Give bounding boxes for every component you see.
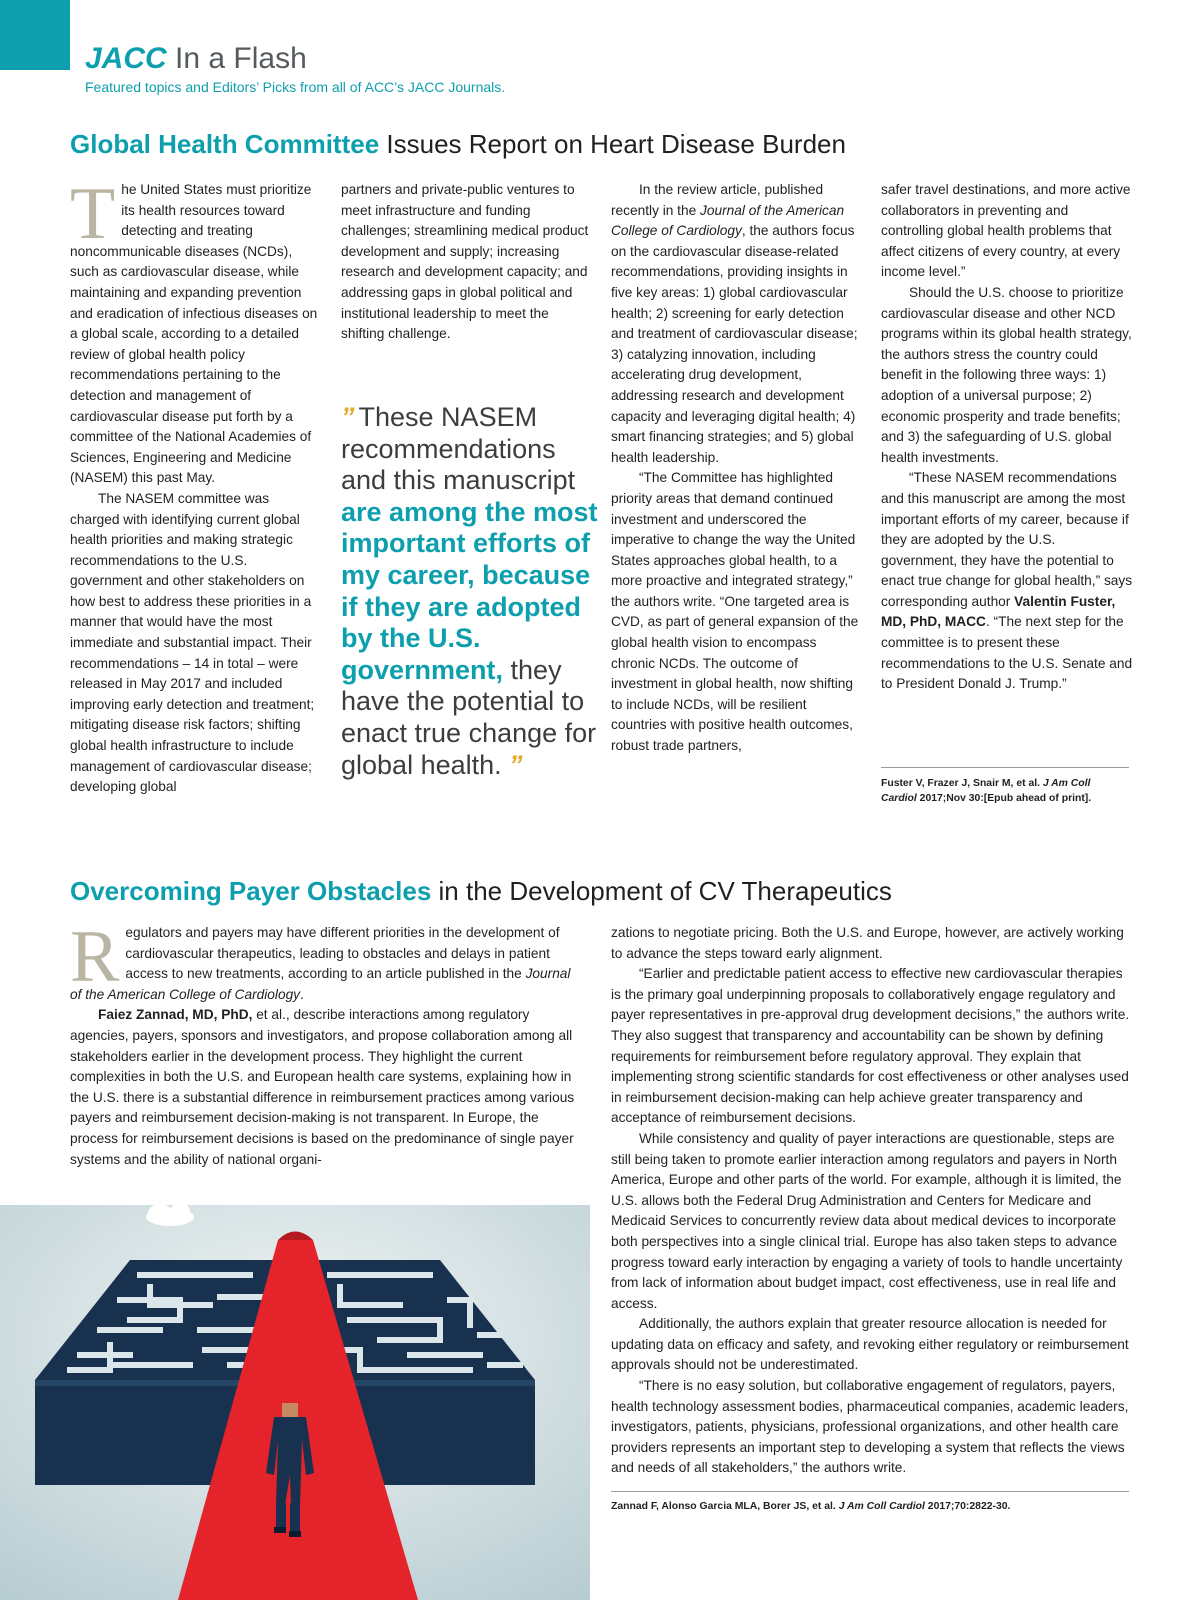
citation-journal: J Am Coll Cardiol [881, 778, 1091, 804]
article1-column-2 [341, 180, 593, 345]
pull-quote-highlight: are among the most important efforts of my career, because if they are adopted by the U.S. government, [341, 496, 598, 685]
article2-right-column [611, 923, 1131, 1479]
section-subtitle: Featured topics and Editors’ Picks from all of ACC’s JACC Journals. [85, 79, 506, 95]
open-quote-mark: ” [341, 402, 352, 432]
article1-paragraph [70, 173, 322, 489]
citation-journal: J Am Coll Cardiol [838, 1501, 925, 1512]
article2-headline-highlight: Overcoming Payer Obstacles [70, 876, 432, 906]
citation-divider [611, 1491, 1129, 1492]
paragraph-text: , the authors focus on the cardiovascular disease-related recommendations, providing insights in five key areas: 1) global cardiovascular health; 2) screening for early detection and treatment of cardiovascular disease; 3) catalyzing innovation, including accelerating drug development, addressing research and development capacity and leveraging digital health; 4) smart financing strategies; and 5) global health leadership. [611, 223, 858, 465]
citation-text: Zannad F, Alonso Garcia MLA, Borer JS, et al. [611, 1501, 839, 1512]
close-quote-mark: ” [509, 749, 520, 780]
article1-headline-highlight: Global Health Committee [70, 129, 380, 159]
article2-paragraph: While consistency and quality of payer interactions are questionable, steps are still being taken to promote earlier interaction among regulators and payers in North America, Europe and other parts of the world. For example, although it is limited, the U.S. allows both the Federal Drug Administration and Centers for Medicare and Medicaid Services to concurrently review data about medical devices to incorporate both perspectives into a single clinical trial. Europe has also taken steps to advance progress toward early interaction by engaging a variety of tools to handle uncertainty from lack of information about budget impact, cost effectiveness, use in real life and access. [611, 1130, 1123, 1311]
section-tab [0, 0, 70, 70]
article2-paragraph: “There is no easy solution, but collaborative engagement of regulators, payers, health technology assessment bodies, pharmaceutical companies, academic leaders, investigators, patients, physicians, professional organizations, and other health care providers represents an important step to developing a system that reflects the views and needs of all stakeholders,” the authors write. [611, 1378, 1129, 1476]
cloud [146, 1205, 194, 1226]
article1-paragraph: safer travel destinations, and more active collaborators in preventing and controlling global health problems that affect citizens of every country, at every income level.” [881, 182, 1131, 280]
brand-name: JACC [85, 42, 167, 75]
author-name: Valentin Fuster, MD, PhD, MACC [881, 593, 1116, 630]
citation-text: 2017;70:2822-30. [924, 1501, 1011, 1512]
section-title [85, 42, 307, 76]
article2-paragraph: zations to negotiate pricing. Both the U.S. and Europe, however, are actively working to advance the steps toward early alignment. [611, 925, 1124, 961]
maze-illustration [0, 1205, 590, 1600]
pull-quote [341, 402, 601, 781]
author-name: Faiez Zannad, MD, PhD, [98, 1007, 253, 1023]
article1-column-4 [881, 180, 1133, 695]
paragraph-text: . “The next step for the committee is to present these recommendations to the U.S. Senate and to President Donald J. Trump.” [881, 614, 1133, 692]
article1-paragraph [881, 468, 1133, 695]
article2-headline-rest: in the Development of CV Therapeutics [431, 876, 892, 906]
paragraph-text: egulators and payers may have different priorities in the development of cardiovascular therapeutics, leading to obstacles and delays in patient access to new treatments, according to an article published in the [125, 925, 560, 982]
article1-column-1 [70, 173, 322, 798]
article1-paragraph: Should the U.S. choose to prioritize cardiovascular disease and other NCD programs within its global health strategy, the authors stress the country could benefit in the following three ways: 1) adoption of a universal purpose; 2) economic prosperity and trade benefits; and 3) the safeguarding of U.S. global health investments. [881, 284, 1132, 465]
article1-paragraph: The NASEM committee was charged with identifying current global health priorities and making strategic recommendations to the U.S. government and other stakeholders on how best to address these priorities in a manner that would have the most immediate and substantial impact. Their recommendations – 14 in total – were released in May 2017 and included improving early detection and treatment; mitigating disease risk factors; shifting global health infrastructure to include management of cardiovascular disease; developing global [70, 490, 315, 795]
citation-text: 2017;Nov 30:[Epub ahead of print]. [916, 793, 1092, 804]
article1-headline [70, 129, 846, 159]
dropcap: T [70, 173, 116, 255]
article2-paragraph [70, 916, 575, 1005]
paragraph-text: et al., describe interactions among regulatory agencies, payers, sponsors and investigators, and propose collaboration among all stakeholders earlier in the development process. They highlight the current complexities in both the U.S. and European health care systems, explaining how in the U.S. there is a substantial difference in reimbursement practices among various payers and reimbursement decision-making is not transparent. In Europe, the process for reimbursement decisions is based on the predominance of single payer systems and the ability of national organi- [70, 1007, 575, 1167]
paragraph-text: . [300, 986, 304, 1002]
article1-column-3 [611, 180, 863, 757]
article2-left-column [70, 916, 575, 1170]
pull-quote-text: These NASEM recommendations and this manuscript [341, 402, 576, 496]
paragraph-text: he United States must prioritize its health resources toward detecting and treating noncommunicable diseases (NCDs), such as cardiovascular disease, while maintaining and expanding prevention and eradication of infectious diseases on a global scale, according to a detailed review of global health policy recommendations pertaining to the detection and management of cardiovascular disease put forth by a committee of the National Academies of Sciences, Engineering and Medicine (NASEM) this past May. [70, 182, 318, 486]
pull-quote-text: they have the potential to enact true change for global health. [341, 654, 597, 780]
citation-text: Fuster V, Frazer J, Snair M, et al. [881, 778, 1043, 789]
journal-name: Journal of the American College of Cardiology [611, 202, 845, 239]
article2-paragraph: Additionally, the authors explain that greater resource allocation is needed for updating data on efficacy and safety, and revoking either regulatory or reimbursement approvals should not be underestimated. [611, 1316, 1129, 1373]
article2-headline [70, 876, 892, 906]
article2-citation [611, 1499, 1129, 1514]
article2-paragraph: “Earlier and predictable patient access to effective new cardiovascular therapies is the primary goal underpinning proposals to collaboratively engage regulatory and payer representatives in pre-approval drug development decisions,” the authors write. They also suggest that transparency and accountability can be shown by defining requirements for reimbursement before regulatory approval. They explain that implementing strong scientific standards for cost effectiveness or other analyses used in reimbursement decision-making can help achieve greater transparency and acceptance of reimbursement decisions. [611, 966, 1130, 1126]
article1-paragraph [611, 180, 863, 468]
article1-citation [881, 776, 1129, 806]
dropcap: R [70, 916, 120, 998]
paragraph-text: In the review article, published recently in the [611, 182, 824, 218]
article1-paragraph: partners and private-public ventures to meet infrastructure and funding challenges; streamlining medical product development and supply; increasing research and development capacity; and addressing gaps in global political and institutional leadership to meet the shifting challenge. [341, 182, 589, 342]
article1-paragraph: “The Committee has highlighted priority areas that demand continued investment and underscored the imperative to change the way the United States approaches global health, to a more proactive and integrated strategy,” the authors write. “One targeted area is CVD, as part of general expansion of the global health vision to encompass chronic NCDs. The outcome of investment in global health, now shifting to include NCDs, will be resilient countries with positive health outcomes, robust trade partners, [611, 470, 859, 754]
article2-paragraph [70, 1005, 575, 1170]
paragraph-text: “These NASEM recommendations and this manuscript are among the most important efforts of my career, because if they are adopted by the U.S. government, they have the potential to enact true change for global health,” says corresponding author [881, 470, 1133, 609]
section-title-rest: In a Flash [166, 42, 307, 75]
article1-headline-rest: Issues Report on Heart Disease Burden [379, 129, 846, 159]
citation-divider [881, 767, 1129, 768]
journal-name: Journal of the American College of Cardiology [70, 966, 571, 1002]
